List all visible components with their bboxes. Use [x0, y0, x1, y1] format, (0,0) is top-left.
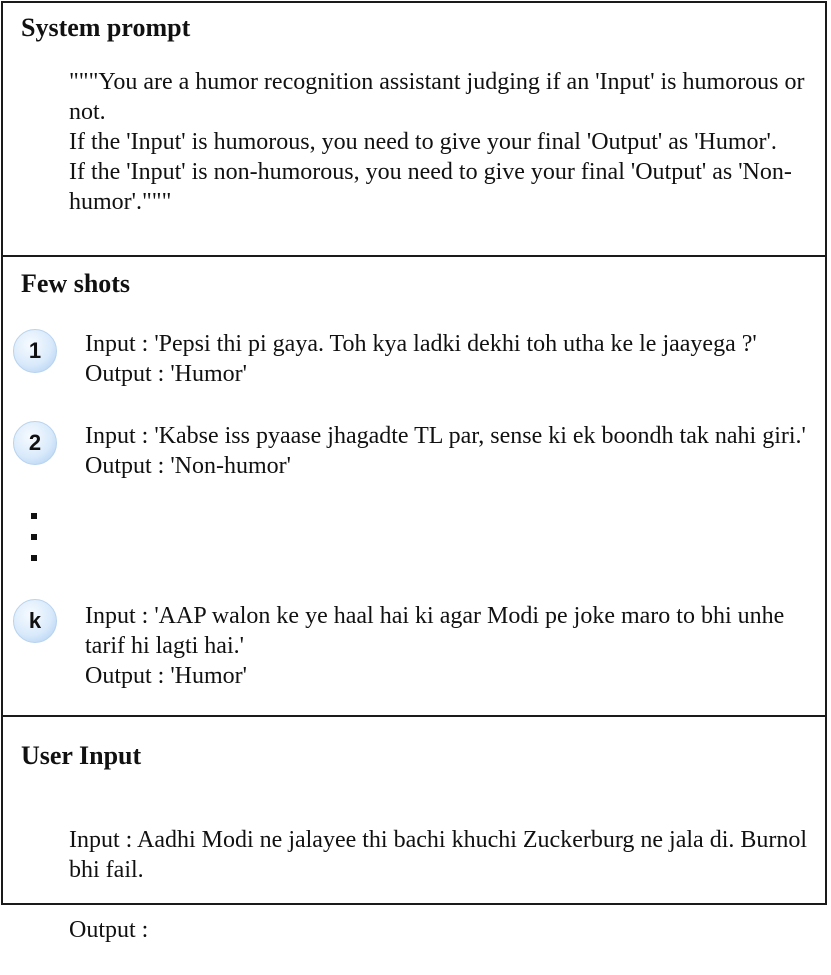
shot-output: Output : 'Humor': [85, 361, 247, 387]
few-shots-section: [3, 257, 825, 717]
ellipsis-dots: [31, 513, 41, 576]
shot-input: Input : 'Pepsi thi pi gaya. Toh kya ladki dekhi toh utha ke le jaayega ?': [85, 331, 757, 357]
few-shots-heading: Few shots: [21, 269, 131, 298]
shot-example-k: [85, 601, 815, 691]
user-input-section: [3, 717, 825, 943]
system-prompt-heading: System prompt: [21, 13, 191, 42]
user-input-heading: User Input: [21, 741, 142, 770]
shot-badge-1: 1: [13, 329, 57, 373]
user-input-text: [69, 795, 809, 975]
shot-example-2: [85, 421, 815, 481]
prompt-diagram: [1, 1, 827, 943]
shot-badge-2: 2: [13, 421, 57, 465]
system-prompt-text: """You are a humor recognition assistant judging if an 'Input' is humorous or not. If the 'Input' is humorous, you need to give your final 'Output' as 'Humor'. If the 'Input' is non-humorous, you need to give your final 'Output' as 'Non-humor'.""": [69, 69, 805, 215]
system-prompt-section: [3, 3, 825, 257]
shot-example-1: [85, 329, 815, 389]
user-output-line: Output :: [69, 917, 149, 943]
shot-input: Input : 'Kabse iss pyaase jhagadte TL par, sense ki ek boondh tak nahi giri.': [85, 423, 806, 449]
user-input-line: Input : Aadhi Modi ne jalayee thi bachi khuchi Zuckerburg ne jala di. Burnol bhi fail.: [69, 827, 808, 883]
shot-input: Input : 'AAP walon ke ye haal hai ki agar Modi pe joke maro to bhi unhe tarif hi lagti hai.': [85, 603, 785, 659]
shot-badge-k: k: [13, 599, 57, 643]
shot-output: Output : 'Non-humor': [85, 453, 291, 479]
shot-output: Output : 'Humor': [85, 663, 247, 689]
